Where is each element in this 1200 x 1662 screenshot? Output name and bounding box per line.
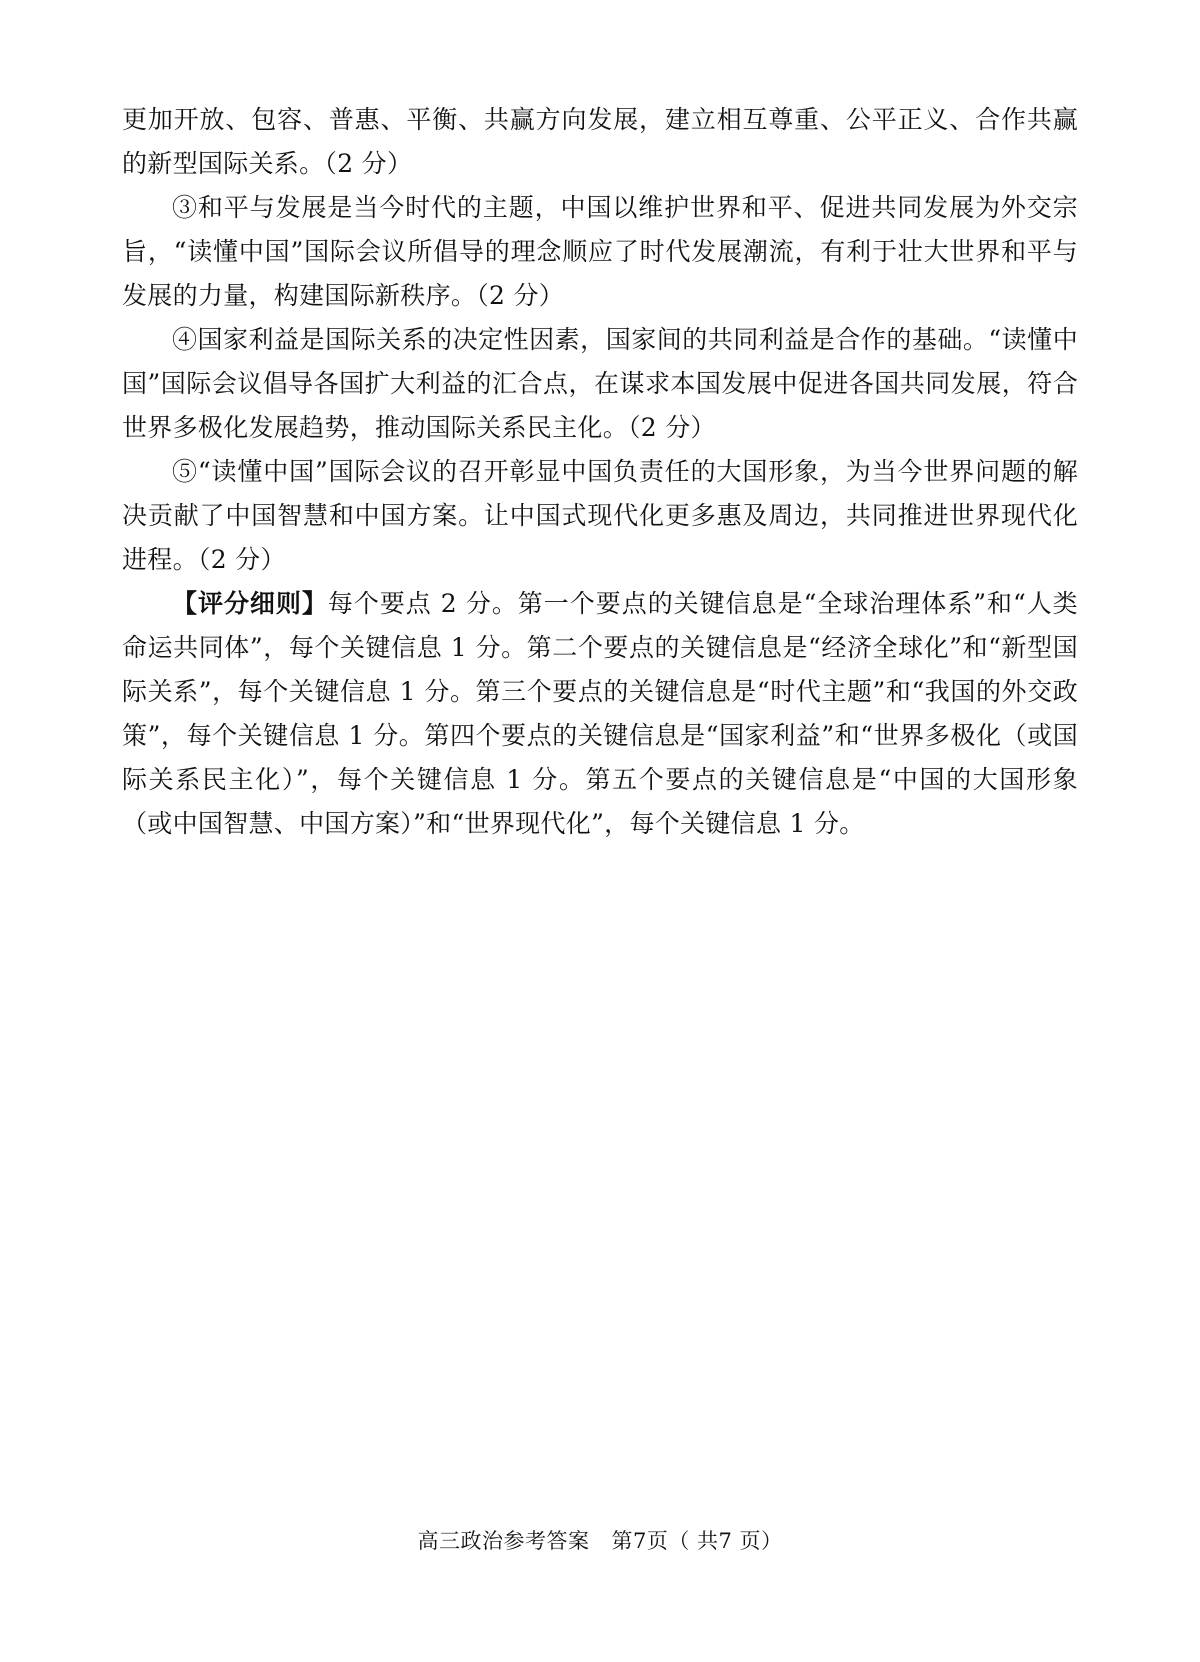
answer-paragraph-continued: 更加开放、包容、普惠、平衡、共赢方向发展，建立相互尊重、公平正义、合作共赢的新型国际关系。（2 分） [122,105,1078,178]
page-footer [0,1526,1200,1556]
scoring-rules-text: 每个要点 2 分。第一个要点的关键信息是“全球治理体系”和“人类命运共同体”，每个关键信息 1 分。第二个要点的关键信息是“经济全球化”和“新型国际关系”，每个关键信息 1 分。第三个要点的关键信息是“时代主题”和“我国的外交政策”，每个关键信息 1 分。第四个要点的关键信息是“国家利益”和“世界多极化（或国际关系民主化）”，每个关键信息 1 分。第五个要点的关键信息是“中国的大国形象（或中国智慧、中国方案）”和“世界现代化”，每个关键信息 1 分。 [122,589,1078,838]
scoring-rules-label: 【评分细则】 [172,589,328,618]
answer-content [122,98,1078,846]
answer-point-4: ④国家利益是国际关系的决定性因素，国家间的共同利益是合作的基础。“读懂中国”国际会议倡导各国扩大利益的汇合点，在谋求本国发展中促进各国共同发展，符合世界多极化发展趋势，推动国际关系民主化。（2 分） [122,325,1078,442]
answer-point-5: ⑤“读懂中国”国际会议的召开彰显中国负责任的大国形象，为当今世界问题的解决贡献了中国智慧和中国方案。让中国式现代化更多惠及周边，共同推进世界现代化进程。（2 分） [122,457,1078,574]
answer-point-3: ③和平与发展是当今时代的主题，中国以维护世界和平、促进共同发展为外交宗旨，“读懂中国”国际会议所倡导的理念顺应了时代发展潮流，有利于壮大世界和平与发展的力量，构建国际新秩序。（2 分） [122,193,1078,310]
footer-page-number: 第7页（ 共7 页） [611,1529,783,1553]
scoring-rules-paragraph [122,582,1078,846]
footer-title: 高三政治参考答案 [417,1529,590,1553]
